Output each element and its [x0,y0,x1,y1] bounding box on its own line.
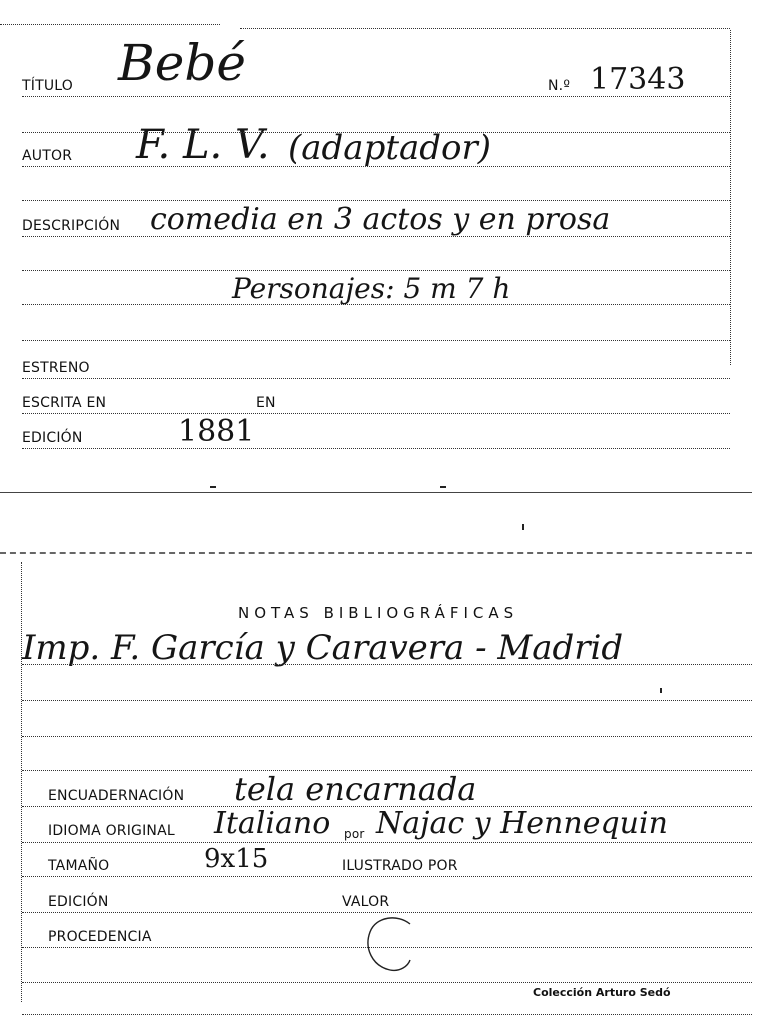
rule-line [22,200,730,201]
estreno-line [22,378,730,379]
notas-line [22,664,752,665]
encuadernacion-value: tela encarnada [234,770,477,808]
scan-speck [210,486,216,488]
descripcion-label: DESCRIPCIÓN [22,218,121,234]
edicion-value: 1881 [178,414,255,449]
top-edge-line [240,28,730,29]
scan-speck [522,524,524,530]
card-right-edge [730,30,731,365]
titulo-label: TÍTULO [22,78,73,94]
rule-line [22,736,752,737]
rule-line [22,982,752,983]
idioma-original-label: IDIOMA ORIGINAL [48,823,175,839]
autor-note: (adaptador) [288,128,492,168]
scan-speck [440,486,446,488]
back-edicion-label: EDICIÓN [48,894,109,910]
por-label: por [344,827,365,841]
rule-line [22,270,730,271]
stamp-mark [362,912,418,976]
rule-line [22,1014,752,1015]
autor-value: F. L. V. [136,122,270,168]
escrita-en-label: ESCRITA EN [22,395,107,411]
tamano-label: TAMAÑO [48,858,110,874]
rule-line [22,340,730,341]
por-value: Najac y Hennequin [376,806,668,841]
titulo-value: Bebé [118,34,246,92]
ilustrado-por-label: ILUSTRADO POR [342,858,458,874]
numero-label: N.º [548,78,571,94]
titulo-line [22,96,730,97]
idioma-original-value: Italiano [214,806,331,841]
personajes-value: Personajes: 5 m 7 h [232,272,511,305]
idioma-line [22,842,752,843]
notas-value: Imp. F. García y Caravera - Madrid [22,628,624,668]
tamano-value: 9x15 [204,844,269,874]
escrita-en-line [22,413,730,414]
rule-line [22,132,730,133]
escrita-en-en-label: EN [256,395,276,411]
valor-label: VALOR [342,894,390,910]
estreno-label: ESTRENO [22,360,90,376]
edicion-line [22,448,730,449]
encuadernacion-label: ENCUADERNACIÓN [48,788,185,804]
descripcion-value: comedia en 3 actos y en prosa [150,202,611,237]
rule-line [22,304,730,305]
top-edge-line [0,24,220,25]
descripcion-line [22,236,730,237]
card-bottom-edge [0,492,752,493]
coleccion-footer: Colección Arturo Sedó [533,986,671,999]
autor-line [22,166,730,167]
tamano-line [22,876,752,877]
numero-value: 17343 [590,62,686,97]
rule-line [22,700,752,701]
procedencia-label: PROCEDENCIA [48,929,152,945]
scan-speck [660,688,662,693]
back-top-edge [0,552,752,554]
notas-heading: NOTAS BIBLIOGRÁFICAS [238,604,519,622]
edicion-label: EDICIÓN [22,430,83,446]
autor-label: AUTOR [22,148,73,164]
